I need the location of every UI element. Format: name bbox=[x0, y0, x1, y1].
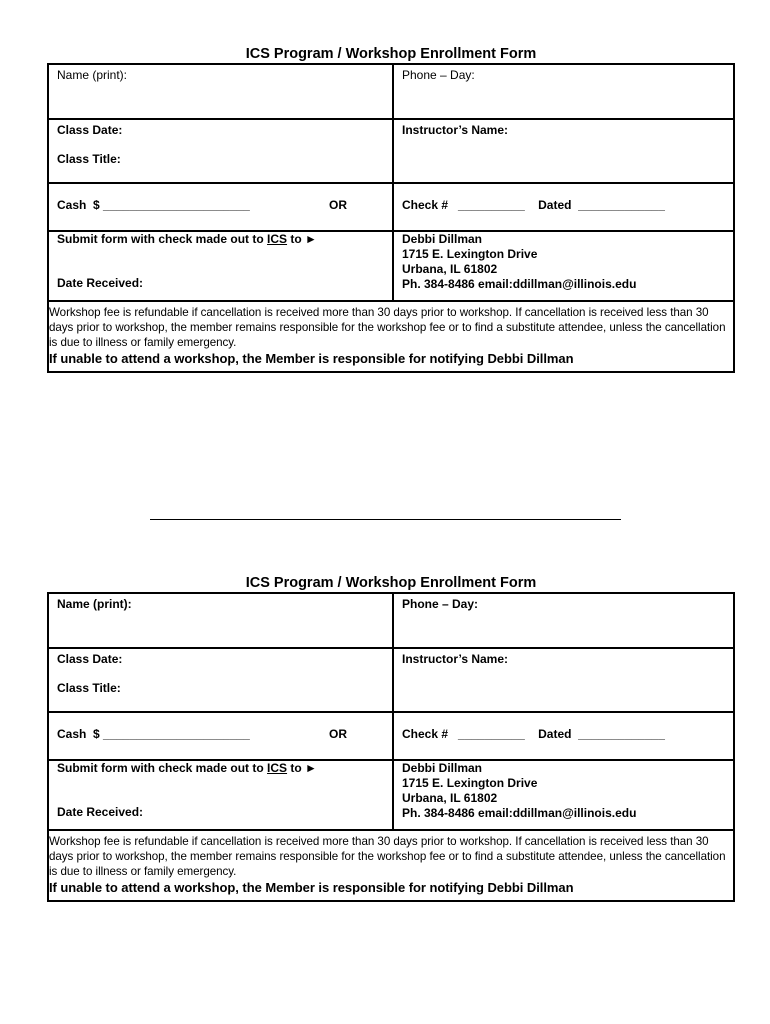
phone-label: Phone – Day: bbox=[402, 597, 479, 611]
form-title: ICS Program / Workshop Enrollment Form bbox=[245, 46, 537, 62]
name-field[interactable] bbox=[49, 65, 394, 118]
phone-field[interactable] bbox=[394, 65, 733, 118]
enrollment-form-2 bbox=[47, 575, 735, 902]
check-field[interactable] bbox=[394, 184, 733, 230]
attendance-warning: If unable to attend a workshop, the Member is responsible for notifying Debbi Dillman bbox=[49, 880, 574, 895]
refund-notice bbox=[49, 302, 733, 371]
submit-instruction: Submit form with check made out to ICS to ► bbox=[57, 761, 317, 775]
phone-label: Phone – Day: bbox=[402, 68, 475, 82]
or-label: OR bbox=[329, 727, 347, 741]
address-name: Debbi Dillman bbox=[402, 232, 483, 246]
address-name: Debbi Dillman bbox=[402, 761, 483, 775]
check-label: Check # __________ Dated _____________ bbox=[402, 198, 665, 212]
form-title: ICS Program / Workshop Enrollment Form bbox=[245, 575, 537, 591]
address-contact: Ph. 384-8486 email:ddillman@illinois.edu bbox=[402, 277, 637, 291]
mailing-address bbox=[394, 761, 733, 829]
refund-policy-text: Workshop fee is refundable if cancellation is received more than 30 days prior to workshop. If cancellation is received less than 30 days prior to workshop, the member remains responsible for the workshop fee or to find a substitute attendee, unless the cancellation is due to illness or family emergency. bbox=[49, 835, 726, 878]
form-box bbox=[47, 592, 735, 902]
submit-instruction: Submit form with check made out to ICS to ► bbox=[57, 232, 317, 246]
cash-label: Cash $ ______________________ bbox=[57, 198, 250, 212]
enrollment-form-1 bbox=[47, 46, 735, 373]
instructor-field[interactable] bbox=[394, 120, 733, 182]
address-city: Urbana, IL 61802 bbox=[402, 262, 498, 276]
form-box bbox=[47, 63, 735, 373]
address-city: Urbana, IL 61802 bbox=[402, 791, 498, 805]
instructor-label: Instructor’s Name: bbox=[402, 652, 509, 666]
class-info-field[interactable] bbox=[49, 120, 394, 182]
date-received-label: Date Received: bbox=[57, 276, 144, 290]
refund-notice bbox=[49, 831, 733, 900]
name-field[interactable] bbox=[49, 594, 394, 647]
instructor-field[interactable] bbox=[394, 649, 733, 711]
check-label: Check # __________ Dated _____________ bbox=[402, 727, 665, 741]
name-label: Name (print): bbox=[57, 597, 132, 611]
address-street: 1715 E. Lexington Drive bbox=[402, 247, 538, 261]
class-title-label: Class Title: bbox=[57, 681, 121, 695]
mailing-address bbox=[394, 232, 733, 300]
refund-policy-text: Workshop fee is refundable if cancellation is received more than 30 days prior to workshop. If cancellation is received less than 30 days prior to workshop, the member remains responsible for the workshop fee or to find a substitute attendee, unless the cancellation is due to illness or family emergency. bbox=[49, 306, 726, 349]
or-label: OR bbox=[329, 198, 347, 212]
date-received-label: Date Received: bbox=[57, 805, 144, 819]
cash-field[interactable] bbox=[49, 184, 394, 230]
cut-line bbox=[150, 519, 621, 520]
class-date-label: Class Date: bbox=[57, 652, 123, 666]
instructor-label: Instructor’s Name: bbox=[402, 123, 509, 137]
phone-field[interactable] bbox=[394, 594, 733, 647]
class-info-field[interactable] bbox=[49, 649, 394, 711]
check-field[interactable] bbox=[394, 713, 733, 759]
address-street: 1715 E. Lexington Drive bbox=[402, 776, 538, 790]
submit-info bbox=[49, 761, 394, 829]
cash-field[interactable] bbox=[49, 713, 394, 759]
cash-label: Cash $ ______________________ bbox=[57, 727, 250, 741]
class-date-label: Class Date: bbox=[57, 123, 123, 137]
attendance-warning: If unable to attend a workshop, the Member is responsible for notifying Debbi Dillman bbox=[49, 351, 574, 366]
name-label: Name (print): bbox=[57, 68, 128, 82]
address-contact: Ph. 384-8486 email:ddillman@illinois.edu bbox=[402, 806, 637, 820]
class-title-label: Class Title: bbox=[57, 152, 121, 166]
submit-info bbox=[49, 232, 394, 300]
